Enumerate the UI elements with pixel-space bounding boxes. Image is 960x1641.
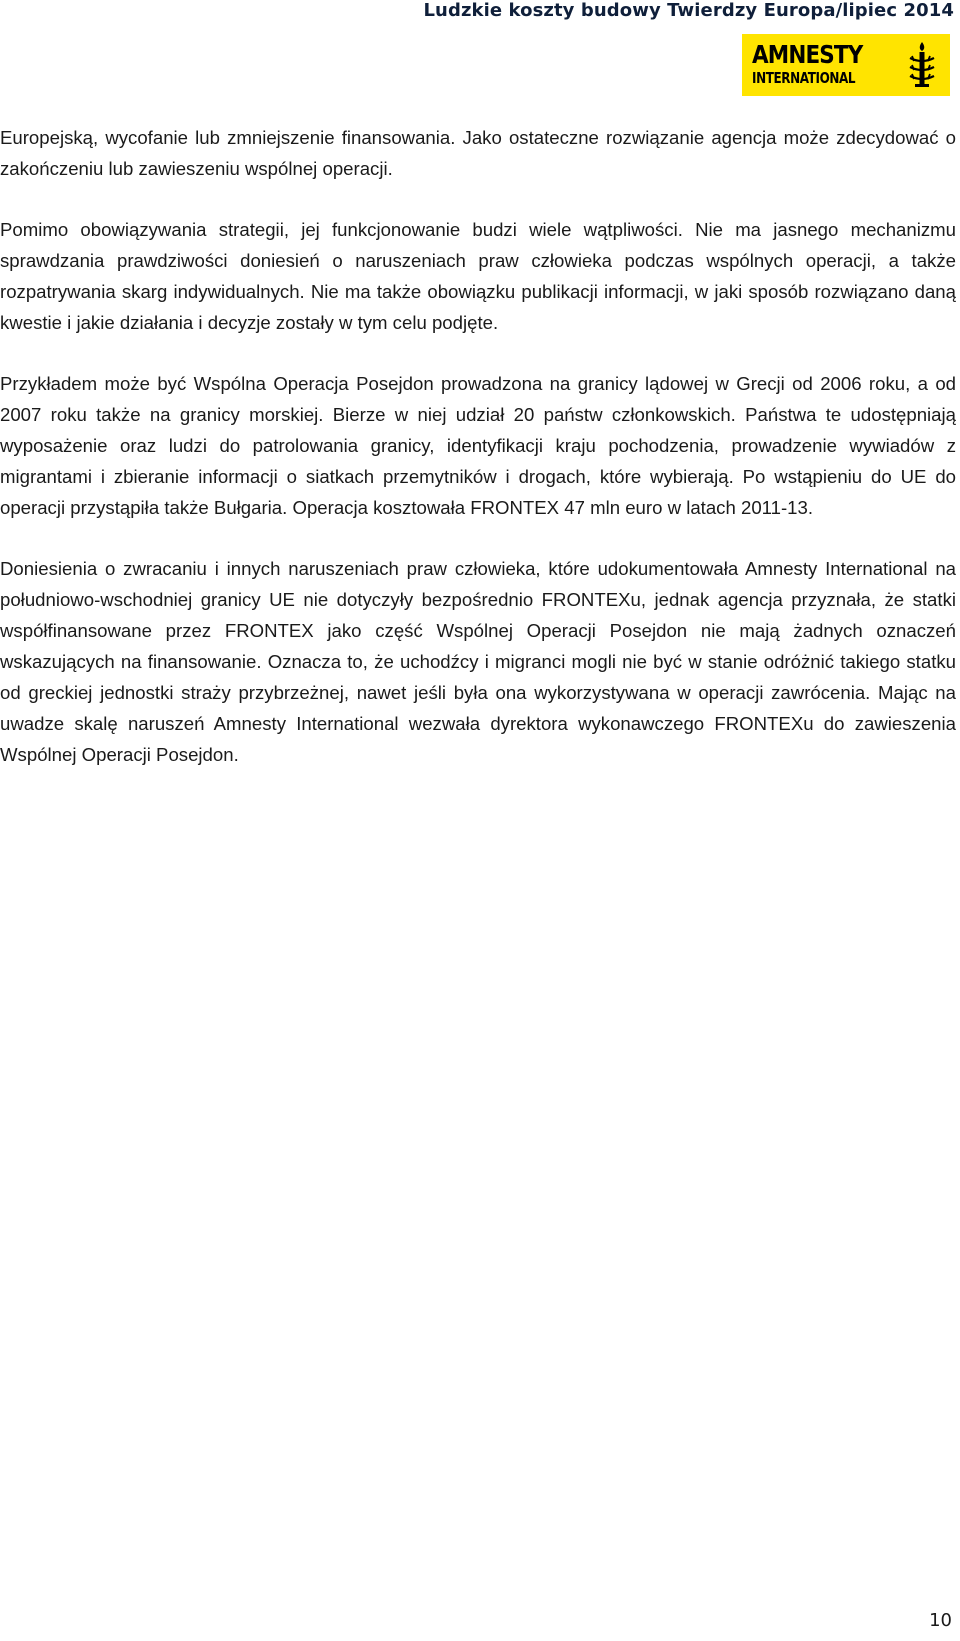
paragraph-3: Przykładem może być Wspólna Operacja Posejdon prowadzona na granicy lądowej w Grecji od 2006 roku, a od 2007 roku także na granicy morskiej. Bierze w niej udział 20 państw członkowskich. Państwa te udostępniają wyposażenie oraz ludzi do patrolowania granicy, identyfikacji kraju pochodzenia, prowadzenie wywiadów z migrantami i zbieranie informacji o siatkach przemytników i drogach, które wybierają. Po wstąpieniu do UE do operacji przystąpiła także Bułgaria. Operacja kosztowała FRONTEX 47 mln euro w latach 2011-13. (0, 373, 956, 518)
logo-text-amnesty: AMNESTY (752, 40, 863, 69)
amnesty-international-logo (742, 34, 950, 96)
page-number: 10 (929, 1610, 952, 1631)
candle-barbed-wire-icon (902, 40, 942, 90)
paragraph-4: Doniesienia o zwracaniu i innych naruszeniach praw człowieka, które udokumentowała Amnesty International na południowo-wschodniej granicy UE nie dotyczyły bezpośrednio FRONTEXu, jednak agencja przyznała, że statki współfinansowane przez FRONTEX jako część Wspólnej Operacji Posejdon nie mają żadnych oznaczeń wskazujących na finansowanie. Oznacza to, że uchodźcy i migranci mogli nie być w stanie odróżnić takiego statku od greckiej jednostki straży przybrzeżnej, nawet jeśli była ona wykorzystywana w operacji zawrócenia. Mając na uwadze skalę naruszeń Amnesty International wezwała dyrektora wykonawczego FRONTEXu do zawieszenia Wspólnej Operacji Posejdon. (0, 558, 956, 765)
logo-text-international: INTERNATIONAL (752, 69, 856, 87)
paragraph-2: Pomimo obowiązywania strategii, jej funkcjonowanie budzi wiele wątpliwości. Nie ma jasnego mechanizmu sprawdzania prawdziwości doniesień o naruszeniach praw człowieka podczas wspólnych operacji, a także rozpatrywania skarg indywidualnych. Nie ma także obowiązku publikacji informacji, w jaki sposób rozwiązano daną kwestie i jakie działania i decyzje zostały w tym celu podjęte. (0, 219, 956, 333)
document-header-title: Ludzkie koszty budowy Twierdzy Europa/lipiec 2014 (423, 0, 954, 21)
paragraph-1: Europejską, wycofanie lub zmniejszenie finansowania. Jako ostateczne rozwiązanie agencja może zdecydować o zakończeniu lub zawieszeniu wspólnej operacji. (0, 127, 956, 179)
document-body (0, 122, 956, 800)
